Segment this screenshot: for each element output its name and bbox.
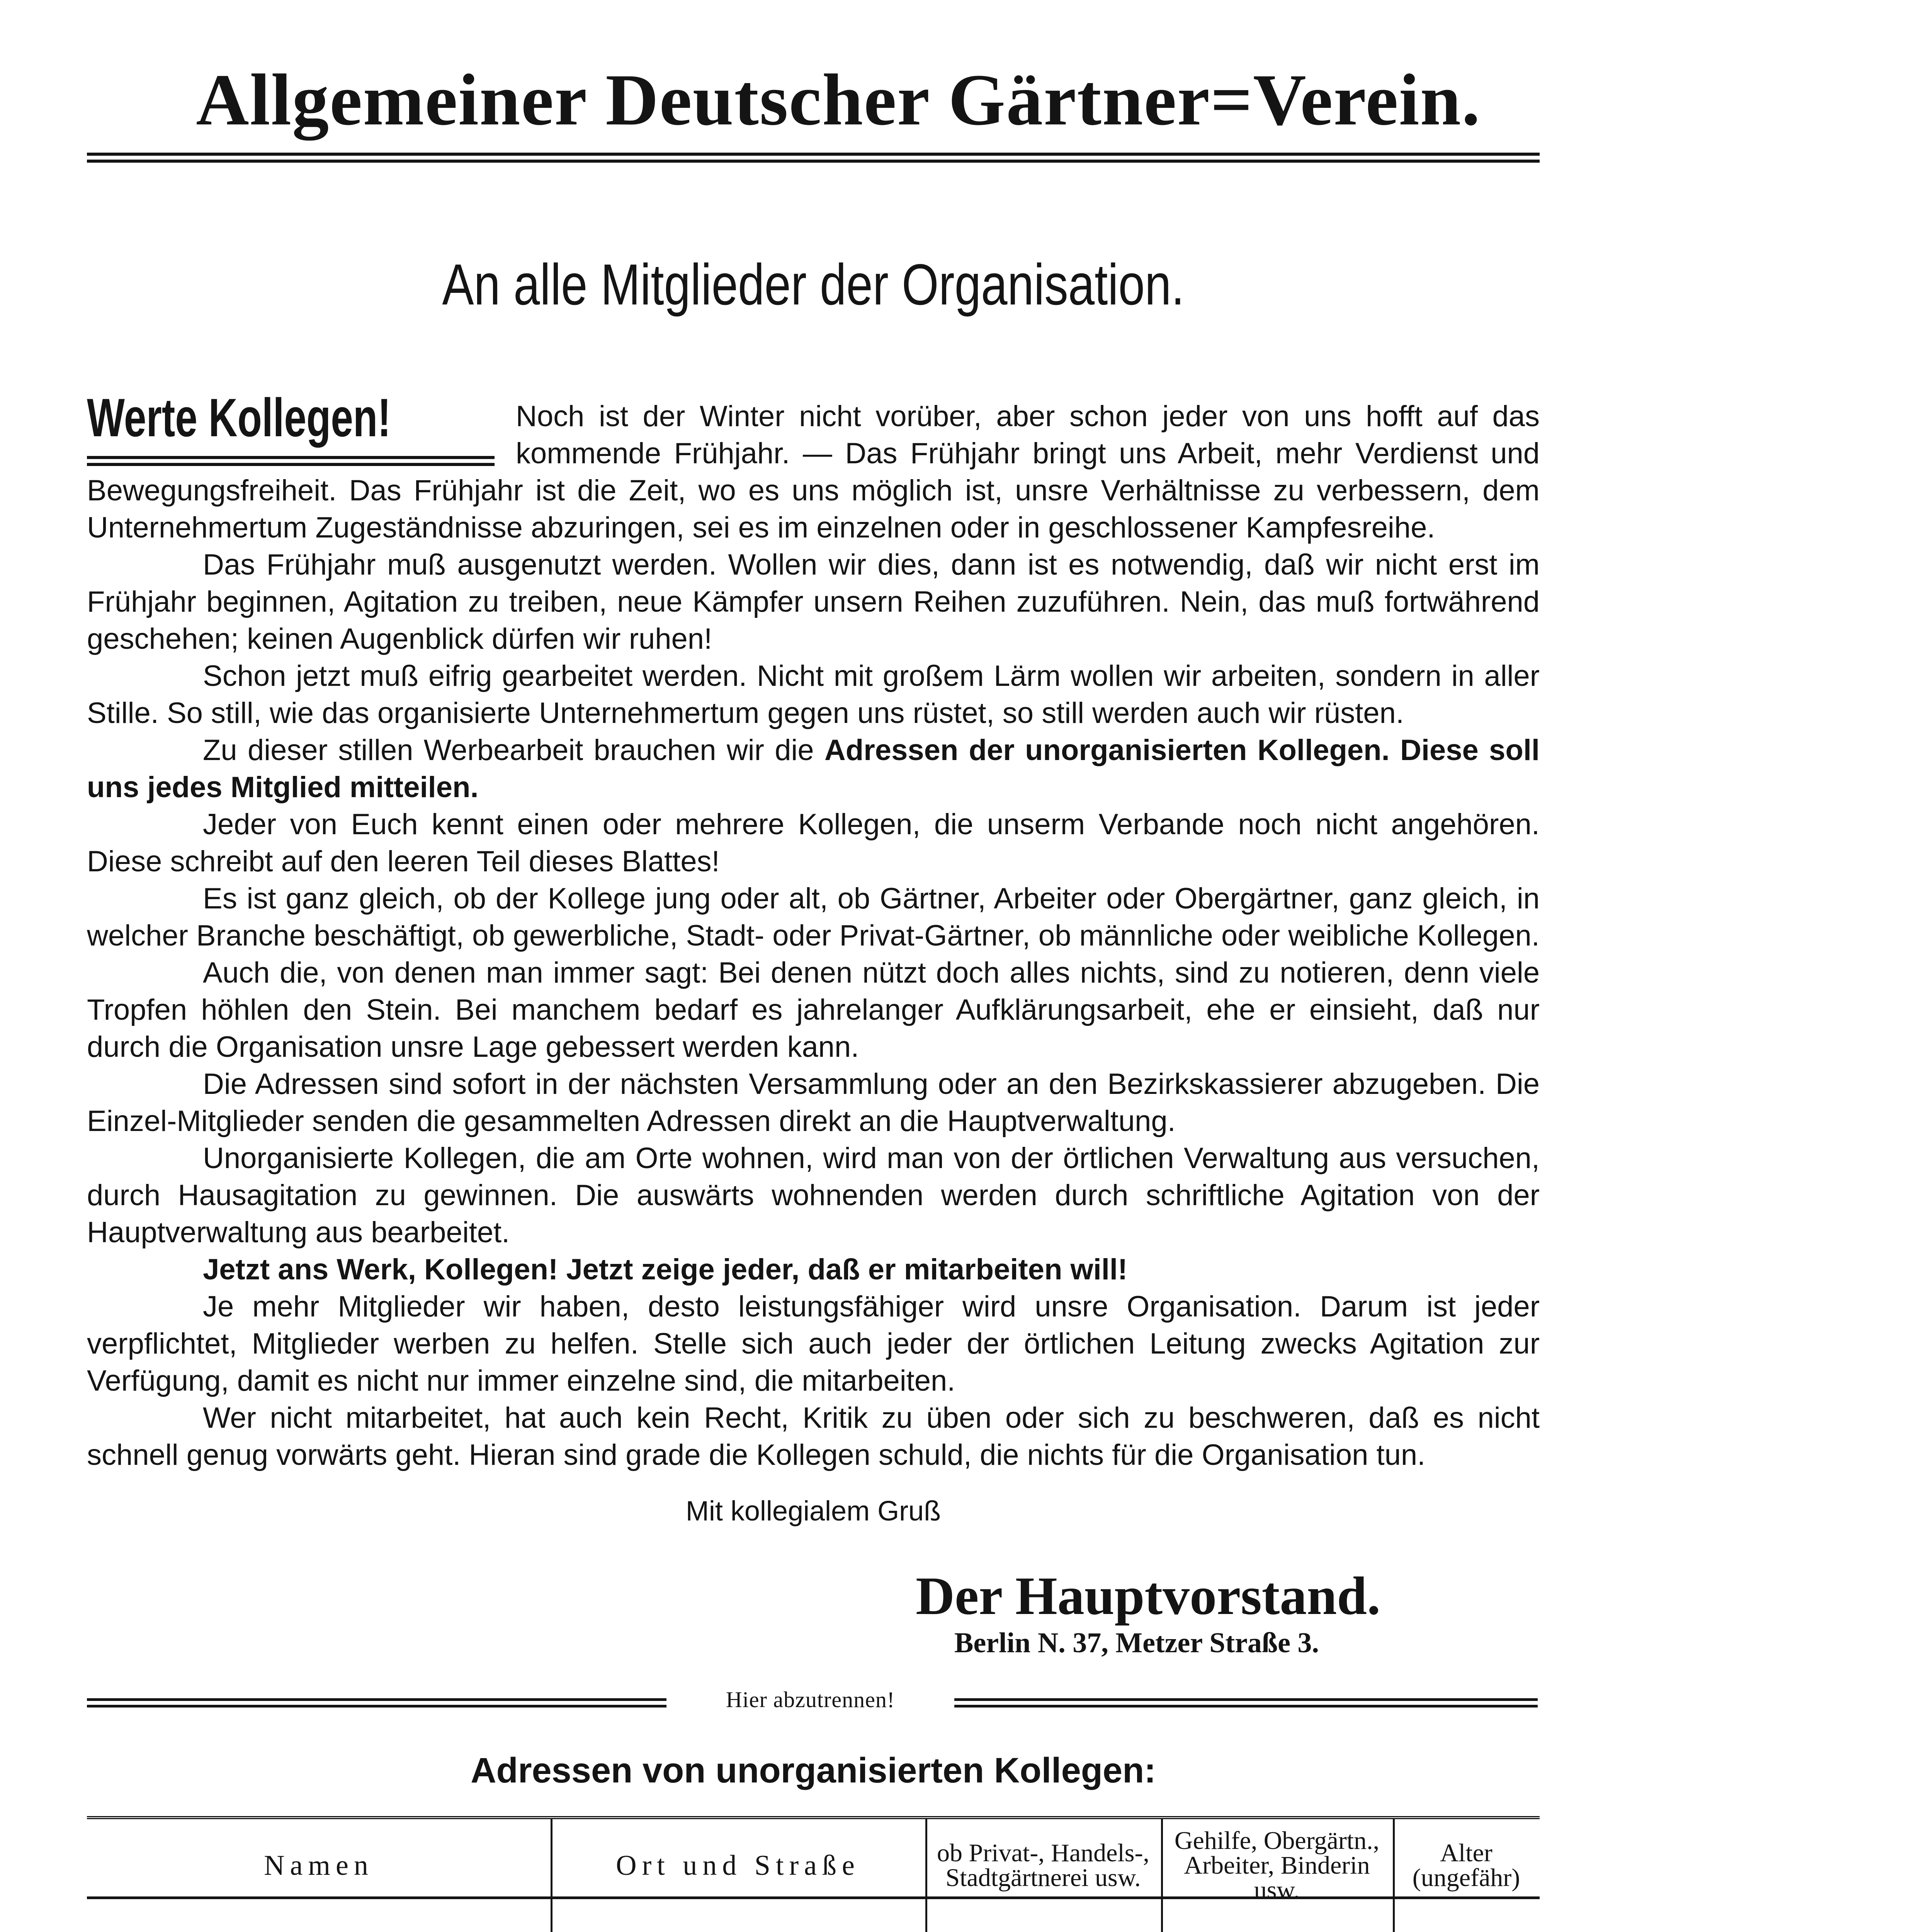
header-role: Gehilfe, Obergärtn., Arbeiter, Binderin usw. [1174, 1827, 1380, 1904]
paragraph: Unorganisierte Kollegen, die am Orte wohnen, wird man von der örtlichen Verwaltung aus versuchen, durch Hausagitation zu gewinnen. Die auswärts wohnenden werden durch schriftliche Agitation von der Hauptverwaltung aus bearbeitet. [87, 1142, 1540, 1249]
header-age: Alter (ungefähr) [1412, 1839, 1520, 1892]
paragraph: Noch ist der Winter nicht vorüber, aber schon jeder von uns hofft auf das kommende Frühjahr. — Das Frühjahr bringt uns Arbeit, mehr Verdienst und Bewegungsfreiheit. Das Frühjahr ist die Zeit, wo es uns möglich ist, unsre Verhältnisse zu verbessern, dem Unternehmertum Zugeständnisse abzuringen, sei es im einzelnen oder in geschlossener Kampfesreihe. [87, 400, 1540, 544]
header-type: ob Privat-, Handels-, Stadtgärtnerei usw. [937, 1839, 1149, 1892]
cut-line-left [87, 1698, 666, 1708]
header-place: Ort und Straße [616, 1850, 860, 1881]
paragraph: Es ist ganz gleich, ob der Kollege jung oder alt, ob Gärtner, Arbeiter oder Obergärtner, ganz gleich, in welcher Branche beschäftigt, ob gewerbliche, Stadt- oder Privat-Gärtner, ob männliche oder weibliche Kollegen. [87, 882, 1540, 952]
paragraph: Jeder von Euch kennt einen oder mehrere Kollegen, die unserm Verbande noch nicht angehören. Diese schreibt auf den leeren Teil dieses Blattes! [87, 808, 1540, 878]
masthead-title: Allgemeiner Deutscher Gärtner=Verein. [196, 60, 1481, 141]
column-divider [551, 1819, 552, 1932]
signatory: Der Hauptvorstand. [916, 1566, 1381, 1626]
header-names: Namen [264, 1850, 374, 1881]
cut-line-right [954, 1698, 1538, 1708]
closing-greeting: Mit kollegialem Gruß [685, 1496, 941, 1527]
greeting-spacer [87, 398, 516, 471]
paragraph [87, 732, 1540, 806]
signatory-address: Berlin N. 37, Metzer Straße 3. [954, 1627, 1319, 1659]
paragraph: Das Frühjahr muß ausgenutzt werden. Wollen wir dies, dann ist es notwendig, daß wir nicht erst im Frühjahr beginnen, Agitation zu treiben, neue Kämpfer unsern Reihen zuzuführen. Nein, das muß fortwährend geschehen; keinen Augenblick dürfen wir ruhen! [87, 548, 1540, 655]
paragraph: Auch die, von denen man immer sagt: Bei denen nützt doch alles nichts, sind zu notieren, denn viele Tropfen höhlen den Stein. Bei manchem bedarf es jahrelanger Aufklärungsarbeit, ehe er einsieht, daß nur durch die Organisation unsre Lage gebessert werden kann. [87, 956, 1540, 1063]
address-form-table [87, 1816, 1540, 1932]
greeting: Werte Kollegen! [87, 387, 391, 448]
paragraph-emphasis: Jetzt ans Werk, Kollegen! Jetzt zeige jeder, daß er mitarbeiten will! [203, 1253, 1128, 1286]
column-divider [1161, 1819, 1163, 1932]
header-rule [87, 1896, 1540, 1899]
cut-label: Hier abzutrennen! [726, 1687, 895, 1712]
column-divider [1393, 1819, 1395, 1932]
masthead-rule [87, 153, 1540, 163]
paragraph [87, 1251, 1540, 1288]
paragraph: Wer nicht mitarbeitet, hat auch kein Recht, Kritik zu üben oder sich zu beschweren, daß es nicht schnell genug vorwärts geht. Hieran sind grade die Kollegen schuld, die nichts für die Organisation tun. [87, 1401, 1540, 1471]
letter-body [87, 398, 1540, 1474]
paragraph-emphasis: Adressen der unorganisierten Kollegen. Diese soll uns jedes Mitglied mitteilen. [87, 734, 1540, 804]
paragraph: Die Adressen sind sofort in der nächsten Versammlung oder an den Bezirkskassierer abzugeben. Die Einzel-Mitglieder senden die gesammelten Adressen direkt an die Hauptverwaltung. [87, 1068, 1540, 1138]
paragraph-text: Zu dieser stillen Werbearbeit brauchen wir die [203, 734, 814, 767]
paragraph: Schon jetzt muß eifrig gearbeitet werden. Nicht mit großem Lärm wollen wir arbeiten, sondern in aller Stille. So still, wie das organisierte Unternehmertum gegen uns rüstet, so still werden auch wir rüsten. [87, 660, 1540, 730]
form-title: Adressen von unorganisierten Kollegen: [471, 1751, 1156, 1790]
paragraph: Je mehr Mitglieder wir haben, desto leistungsfähiger wird unsre Organisation. Darum ist jeder verpflichtet, Mitglieder werben zu helfen. Stelle sich auch jeder der örtlichen Leitung zwecks Agitation zur Verfügung, damit es nicht nur immer einzelne sind, die mitarbeiten. [87, 1290, 1540, 1397]
column-divider [925, 1819, 927, 1932]
subtitle: An alle Mitglieder der Organisation. [442, 252, 1185, 317]
